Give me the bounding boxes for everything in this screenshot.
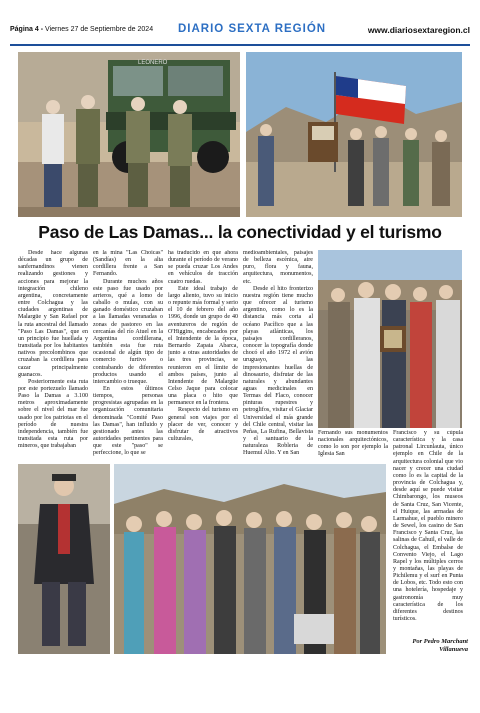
article-column-4 — [243, 250, 313, 472]
photo-group-with-truck — [18, 52, 240, 217]
article-column-2 — [93, 250, 163, 472]
article-column-6 — [393, 430, 463, 636]
paragraph: Desde hace algunas décadas un grupo de sanfernandinos vienen realizando gestiones y acciones para mejorar la integración chileno argentina, concretamente entre Colchagua y las ciudades argentinas de Malargüe y San Rafael por la ruta ancestral del llamado "Paso Las Damas", que en un principio fue huellada y transitada por los habitantes nativos precolombinos que cruzaban la cordillera para cazar principalmente guanacos. — [18, 250, 88, 378]
paragraph: medioambientales, paisajes de belleza escénica, aire puro, flora y fauna, arquitectura, monumentos, etc. — [243, 250, 313, 285]
paragraph: ha traducido en que ahora durante el período de verano se pueda cruzar Los Andes en vehículos de tracción cuatro ruedas. — [168, 250, 238, 285]
photo-plaque-group — [318, 250, 462, 428]
truck-label: LEONERO — [138, 60, 168, 66]
paragraph: Posteriormente esta ruta por este portezuelo llamado Paso la Damas a 3.100 metros aproximadamente sobre el nivel del mar fue usado por los patriotas en el período de nuestra independencia, también fue transitada esta ruta por mineros, que trabajaban — [18, 378, 88, 450]
paragraph: Respecto del turismo en general son viajes por el placer de ver, conocer y disfrutar de atractivos culturales, — [168, 407, 238, 443]
paragraph: Desde el hito fronterizo nuestra región tiene mucho que ofrecer al turismo argentino, como lo es la distancia más corta al océano Pacífico que a las playas atlánticas, los paisajes cordilleranos, conocer la topografía donde chocó el año 1972 el avión uruguayo, las impresionantes huellas de dinosaurio, disfrutar de las naturales y abundantes aguas medicinales en Termas del Flaco, conocer pinturas rupestres y petroglifos, visitar el Glaciar Universidad el más grande del Chile central, visitar las Peñas, La Rufina, Bellavista y el santuario de la naturaleza Robleria de Huemul Alto. Y en San — [243, 285, 313, 457]
website-link[interactable]: www.diariosextaregion.cl — [367, 25, 470, 35]
newspaper-name: DIARIO SEXTA REGIÓN — [178, 23, 327, 35]
paragraph: En estos últimos tiempos, personas progresistas agrupadas en la organización comunitaria denominada "Comité Paso las Damas", han influido y gestionado antes las autoridades pertinentes para que este "paso" se perfeccione, lo que se — [93, 385, 163, 457]
photo-man-portrait — [18, 464, 110, 654]
page-number: Página 4 - — [10, 26, 44, 33]
byline-line-2: Villanueva — [439, 646, 468, 653]
byline — [372, 638, 468, 654]
photo-border-flag — [246, 52, 462, 217]
paragraph: Este ideal trabajo de largo aliento, tuvo su inicio o repunte más formal y serio el 10 de febrero del año 1996, donde un grupo de 40 aventureros de región de O'Higgins, encabezados por el Intendente de la época, Bernardo Zapata Abarca, junto a otras autoridades de las tres provincias, se reunieron en el límite de ambos países, junto al Intendente de Malargüe Celso Jaque para colocar una placa o hito que permanece en la frontera. — [168, 285, 238, 407]
paragraph: Francisco y su cúpula característica y la casa patronal Lircunlauta, único ejemplo en Chile de la arquitectura colonial que vio nacer y crecer una ciudad como lo es la capital de la provincia de Colchagua y, desde aquí se puede visitar Chimbarongo, los museos de Santa Cruz, San Vicente, el Huique, las arrnadas de Larmahue, el pueblo minero de Sewel, los casino de San Francisco y Santa Cruz, las salinas de Cahuil, el valle de Colchagua, el Embalse de Convento Viejo, el Lago Rapel y los múltiples cerros y montañas, las playas de Pichilemu y el surf en Punta de Lobos, etc. Todo esto con una hotelería, hospedaje y gastronomía muy característica de los diferentes destinos turísticos. — [393, 430, 463, 623]
page-header — [10, 22, 470, 46]
article-column-1 — [18, 250, 88, 472]
page-and-date — [10, 26, 153, 33]
article-column-3 — [168, 250, 238, 472]
paragraph: Durante muchos años este paso fue usado por arrieros, qué a lomo de caballo o mulas, con su ganado doméstico cruzaban a las llamadas veranadas o zonas de pastoreo en las cercanías del río Atuel en la Argentina cordillerana, también esta fue ruta ocasional de algún tipo de comercio furtivo o contrabando de diferentes productos usando el intercambio o trueque. — [93, 278, 163, 385]
paragraph: Fernando sus monumentos nacionales arquitectónicos, como lo son por ejemplo la Iglesia San — [318, 430, 388, 458]
paragraph: en la mina "Las Choicas" (Sandías) en la alta cordillera frente a San Fernando. — [93, 250, 163, 278]
byline-line-1: Por Pedro Marchant — [412, 638, 468, 645]
issue-date: Viernes 27 de Septiembre de 2024 — [45, 26, 154, 33]
headline: Paso de Las Damas... la conectividad y el turismo — [38, 222, 442, 242]
photo-large-group — [114, 464, 386, 654]
